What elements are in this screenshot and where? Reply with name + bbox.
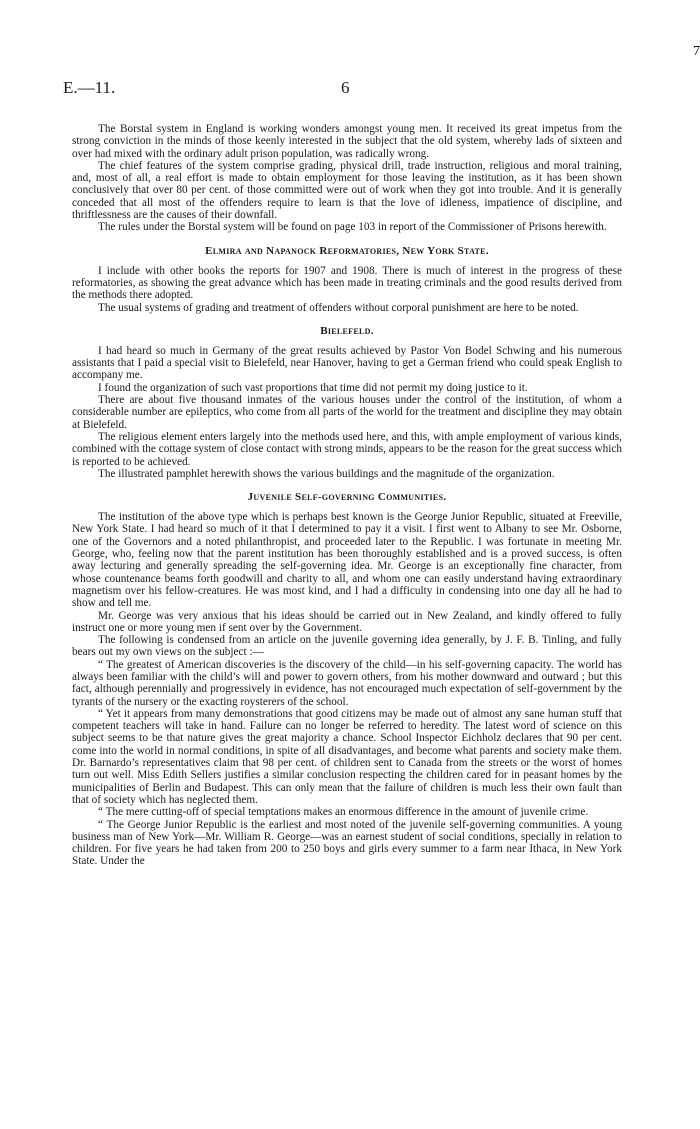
paragraph: I include with other books the reports for 1907 and 1908. There is much of interest in the progress of these reformatories, as showing the great advance which has been made in treating criminals and the good results derived from the methods there adopted.: [72, 264, 622, 302]
paragraph: There are about five thousand inmates of the various houses under the control of the institution, of whom a considerable number are epileptics, who come from all parts of the world for the treatment and discipline they may obtain at Bielefeld.: [72, 394, 622, 431]
paragraph: “ The greatest of American discoveries is the discovery of the child—in his self-governing capacity. The world has always been familiar with the child’s will and power to govern others, from his mother downward and outward ; but this fact, although perennially and progressively in evidence, has not encouraged much expectation of self-government by the tyrants of the nursery or the exacting roysterers of the school.: [72, 658, 622, 708]
paragraph: The institution of the above type which is perhaps best known is the George Junior Republic, situated at Freeville, New York State. I had heard so much of it that I determined to pay it a visit. I first went to Albany to see Mr. Osborne, one of the Governors and a noted philanthropist, and proceeded later to the Republic. I was fortunate in meeting Mr. George, who, feeling now that the parent institution has been thoroughly established and is a proved success, is often away lecturing and generally spreading the self-governing idea. Mr. George is an exceptionally fine character, from whose countenance beams forth goodwill and charity to all, and whom one can easily understand having extraordinary magnetism over his fellow-creatures. He was most kind, and I had a difficulty in condensing into one day all he had to show and tell me.: [72, 511, 622, 610]
paragraph: The illustrated pamphlet herewith shows the various buildings and the magnitude of the organization.: [98, 467, 555, 480]
paragraph: The following is condensed from an article on the juvenile governing idea generally, by J. F. B. Tinling, and fully bears out my own views on the subject :—: [72, 634, 622, 659]
section-heading: Elmira and Napanock Reformatories, New York State.: [205, 244, 489, 257]
paragraph: “ The George Junior Republic is the earliest and most noted of the juvenile self-governing communities. A young business man of New York—Mr. William R. George—was an earnest student of social conditions, specially in relation to children. For five years he had taken from 200 to 250 boys and girls every summer to a farm near Ithaca, in New York State. Under the: [72, 818, 622, 868]
page-edge-mark: 7: [693, 44, 700, 59]
paragraph: The usual systems of grading and treatment of offenders without corporal punishment are here to be noted.: [98, 301, 579, 314]
paragraph: The religious element enters largely into the methods used here, and this, with ample employment of various kinds, combined with the cottage system of close contact with strong minds, appears to be the reason for the great success which is reported to be achieved.: [72, 430, 622, 468]
paragraph: The rules under the Borstal system will be found on page 103 in report of the Commissioner of Prisons herewith.: [98, 221, 607, 234]
page-body: [72, 123, 622, 868]
paragraph: The chief features of the system comprise grading, physical drill, trade instruction, religious and moral training, and, most of all, a real effort is made to obtain employment for those leaving the institution, as it has been shown conclusively that over 80 per cent. of those committed were out of work when they got into trouble. And it is generally conceded that all most of the offenders require to learn is that the love of idleness, impatience of discipline, and thriftlessness are the causes of their downfall.: [72, 159, 622, 222]
paragraph: I found the organization of such vast proportions that time did not permit my doing justice to it.: [98, 381, 528, 394]
page-header: [63, 78, 637, 98]
paragraph: “ The mere cutting-off of special temptations makes an enormous difference in the amount of juvenile crime.: [98, 806, 589, 819]
paragraph: “ Yet it appears from many demonstrations that good citizens may be made out of almost any sane human stuff that competent teachers will take in hand. Failure can no longer be referred to heredity. The latest word of science on this subject seems to be that nature gives the great majority a chance. School Inspector Eichholz declares that 90 per cent. come into the world in normal conditions, in spite of all disadvantages, and become what parents and society make them. Dr. Barnardo’s representatives claim that 98 per cent. of children sent to Canada from the streets or the worst of homes turn out well. Miss Edith Sellers justifies a similar conclusion respecting the children cared for in peasant homes by the municipalities of Berlin and Budapest. This can only mean that the failure of children is much less their own fault than that of society which has neglected them.: [72, 707, 622, 806]
paragraph: Mr. George was very anxious that his ideas should be carried out in New Zealand, and kindly offered to fully instruct one or more young men if sent over by the Government.: [72, 609, 622, 634]
section-heading: Bielefeld.: [320, 324, 374, 337]
paragraph: The Borstal system in England is working wonders amongst young men. It received its great impetus from the strong conviction in the minds of those keenly interested in the subject that the old system, whereby lads of sixteen and over had mixed with the ordinary adult prison population, was radically wrong.: [72, 123, 622, 160]
document-reference: E.—11.: [63, 78, 116, 97]
paragraph: I had heard so much in Germany of the great results achieved by Pastor Von Bodel Schwing and his numerous assistants that I paid a special visit to Bielefeld, near Hanover, having to get a German friend who could speak English to accompany me.: [72, 344, 622, 382]
page-number: 6: [341, 78, 350, 97]
section-heading: Juvenile Self-governing Communities.: [247, 491, 447, 504]
